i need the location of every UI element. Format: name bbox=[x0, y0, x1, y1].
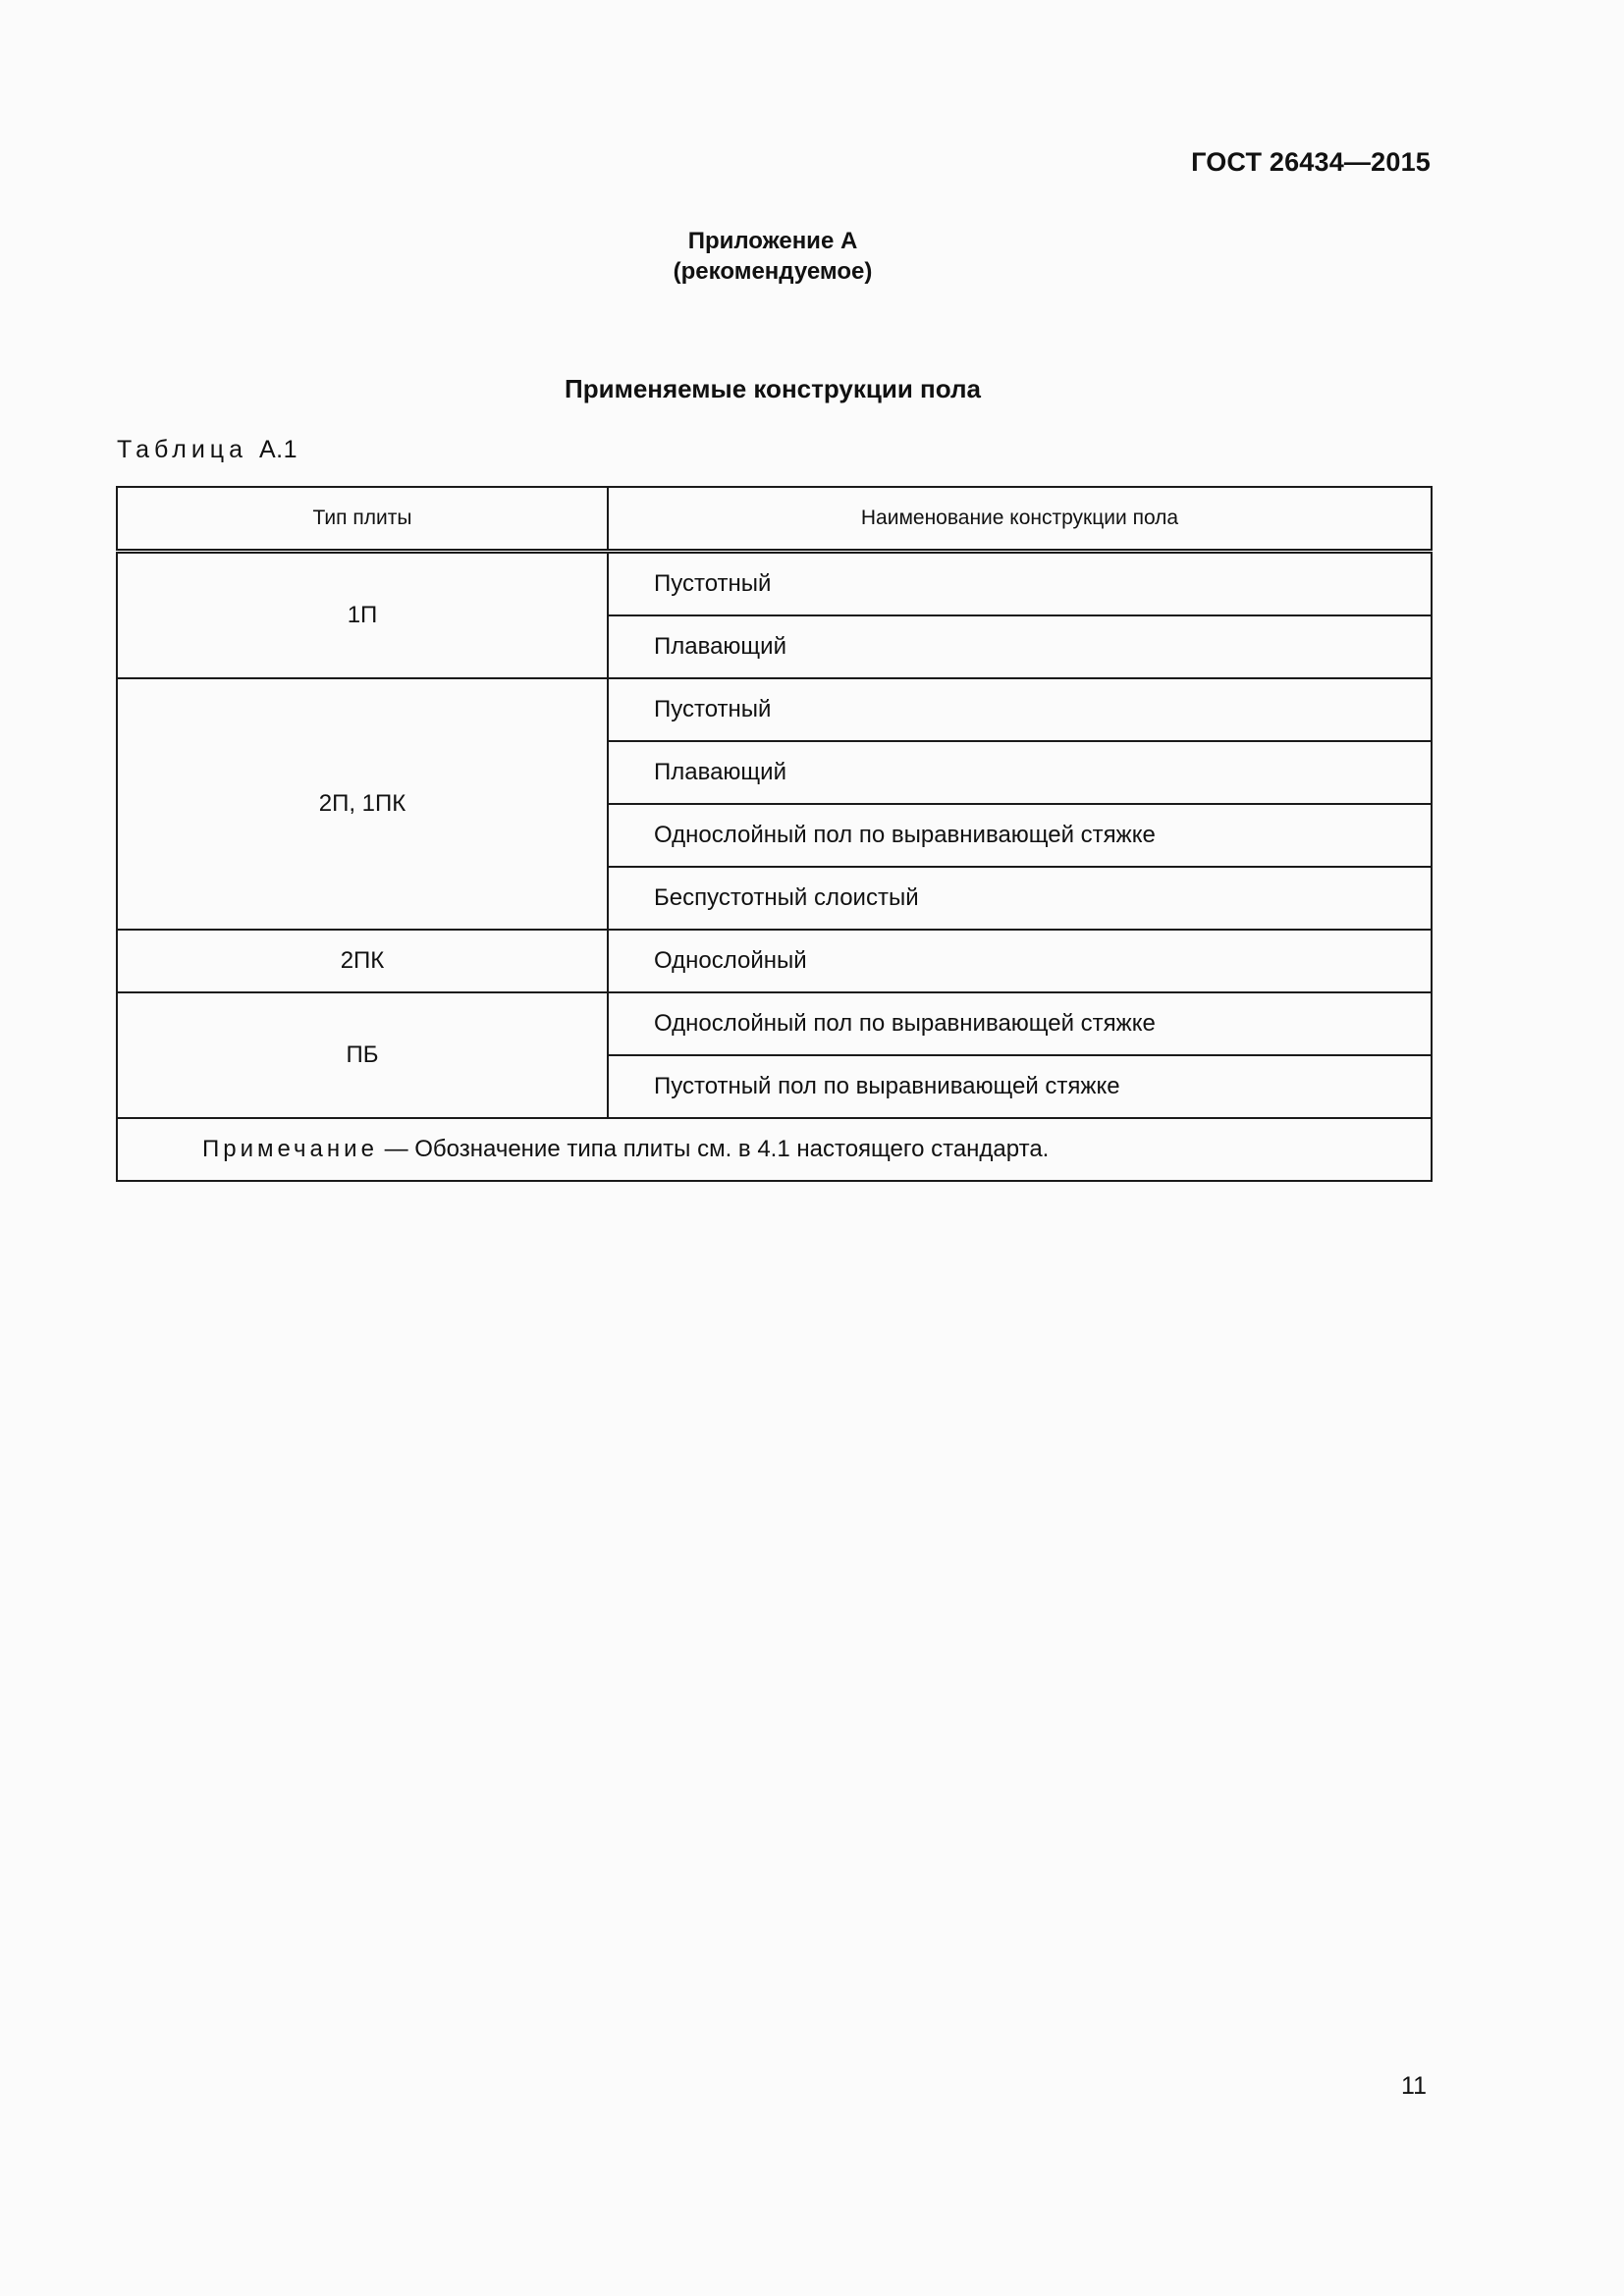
table-row bbox=[117, 552, 1432, 616]
construction-name-cell: Пустотный пол по выравнивающей стяжке bbox=[608, 1055, 1432, 1118]
table-caption bbox=[117, 436, 298, 464]
section-title: Применяемые конструкции пола bbox=[565, 374, 981, 403]
appendix-title: Приложение А bbox=[687, 228, 858, 254]
page-number: 11 bbox=[1401, 2072, 1427, 2100]
slab-type-cell: 1П bbox=[117, 552, 608, 679]
table-row bbox=[117, 678, 1432, 741]
table-row bbox=[117, 992, 1432, 1055]
construction-name-cell: Плавающий bbox=[608, 741, 1432, 804]
construction-name-cell: Пустотный bbox=[608, 678, 1432, 741]
construction-name-cell: Беспустотный слоистый bbox=[608, 867, 1432, 930]
table-caption-word: Таблица bbox=[117, 436, 248, 463]
column-header-slab-type: Тип плиты bbox=[117, 487, 608, 552]
slab-type-cell: 2ПК bbox=[117, 930, 608, 992]
construction-name-cell: Однослойный bbox=[608, 930, 1432, 992]
table-note bbox=[117, 1118, 1432, 1181]
table-row bbox=[117, 930, 1432, 992]
document-code: ГОСТ 26434—2015 bbox=[1191, 147, 1431, 177]
construction-name-cell: Однослойный пол по выравнивающей стяжке bbox=[608, 992, 1432, 1055]
table-note-row bbox=[117, 1118, 1432, 1181]
column-header-floor-construction: Наименование конструкции пола bbox=[608, 487, 1432, 552]
appendix-subtitle: (рекомендуемое) bbox=[673, 258, 873, 285]
appendix-heading bbox=[0, 226, 1545, 287]
note-text: — Обозначение типа плиты см. в 4.1 настоящего стандарта. bbox=[377, 1136, 1050, 1162]
table-header-row bbox=[117, 487, 1432, 552]
construction-name-cell: Плавающий bbox=[608, 615, 1432, 678]
construction-name-cell: Однослойный пол по выравнивающей стяжке bbox=[608, 804, 1432, 867]
slab-type-cell: 2П, 1ПК bbox=[117, 678, 608, 930]
note-label: Примечание bbox=[202, 1136, 378, 1162]
floor-constructions-table bbox=[116, 486, 1433, 1182]
construction-name-cell: Пустотный bbox=[608, 552, 1432, 616]
slab-type-cell: ПБ bbox=[117, 992, 608, 1118]
table-caption-number: А.1 bbox=[258, 436, 298, 463]
